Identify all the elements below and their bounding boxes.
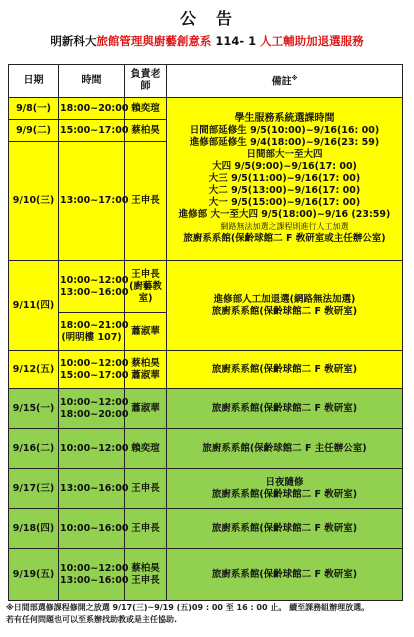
table-row (9, 351, 403, 389)
remark-block-2: 進修部人工加退選(網路無法加選) 旅廚系系館(保齡球館二 F 敎研室) (167, 261, 403, 351)
date-cell: 9/11(四) (9, 261, 59, 351)
time-cell: 18:00~21:00 (明明樓 107) (59, 313, 125, 351)
schedule-table (8, 64, 403, 601)
time-cell: 13:00~16:00 (59, 469, 125, 509)
date-cell: 9/12(五) (9, 351, 59, 389)
subtitle-service: 人工輔助加退選服務 (260, 34, 364, 48)
subtitle-dept: 旅館管理與廚藝創意系 (96, 34, 212, 48)
teacher-cell: 賴奕瑄 (125, 429, 167, 469)
teacher-cell: 王申長 (125, 509, 167, 549)
date-cell: 9/10(三) (9, 142, 59, 261)
footnote-line: 若有任何問題也可以至系辦找助教或是主任協助. (6, 615, 178, 624)
table-row (9, 469, 403, 509)
time-cell: 18:00~20:00 (59, 98, 125, 120)
date-cell: 9/15(一) (9, 389, 59, 429)
teacher-cell: 蔡柏昊 蕭淑華 (125, 351, 167, 389)
table-row (9, 98, 403, 120)
header-row (9, 65, 403, 98)
teacher-cell: 蕭淑華 (125, 313, 167, 351)
table-row (9, 509, 403, 549)
time-cell: 15:00~17:00 (59, 120, 125, 142)
teacher-cell: 王申長 (廚藝教室) (125, 261, 167, 313)
header-teacher: 負責老師 (125, 65, 167, 98)
header-remark: 備註※ (167, 65, 403, 98)
time-cell: 10:00~12:00 13:00~16:00 (59, 261, 125, 313)
table-row (9, 429, 403, 469)
header-time: 時間 (59, 65, 125, 98)
time-cell: 13:00~17:00 (59, 142, 125, 261)
date-cell: 9/17(三) (9, 469, 59, 509)
footnote-line: ※日間部選修課程修開之放選 9/17(三)~9/19 (五)09 : 00 至 16 : 00 止。 續至課務組辦理放選。 (6, 603, 370, 612)
remark-block-3: 旅廚系系館(保齡球館二 F 敎研室) (167, 351, 403, 389)
table-row (9, 549, 403, 601)
remark-block-4: 旅廚系系館(保齡球館二 F 敎研室) (167, 389, 403, 429)
remark-block-8: 旅廚系系館(保齡球館二 F 敎研室) (167, 549, 403, 601)
time-cell: 10:00~12:00 (59, 429, 125, 469)
footnote (6, 602, 411, 626)
page-subtitle (0, 33, 414, 49)
teacher-cell: 蔡柏昊 王申長 (125, 549, 167, 601)
remark-block-7: 旅廚系系館(保齡球館二 F 敎研室) (167, 509, 403, 549)
teacher-cell: 賴奕瑄 (125, 98, 167, 120)
date-cell: 9/9(二) (9, 120, 59, 142)
time-cell: 10:00~16:00 (59, 509, 125, 549)
time-cell: 10:00~12:00 15:00~17:00 (59, 351, 125, 389)
page-title: 公 告 (179, 9, 234, 28)
subtitle-term: 114- 1 (211, 34, 261, 48)
teacher-cell: 蔡柏昊 (125, 120, 167, 142)
table-row (9, 261, 403, 313)
remark-block-5: 旅廚系系館(保齡球館二 F 主任辦公室) (167, 429, 403, 469)
time-cell: 10:00~12:00 18:00~20:00 (59, 389, 125, 429)
teacher-cell: 蕭淑華 (125, 389, 167, 429)
remark-block-6: 日夜隨修 旅廚系系館(保齡球館二 F 敎研室) (167, 469, 403, 509)
teacher-cell: 王申長 (125, 469, 167, 509)
date-cell: 9/8(一) (9, 98, 59, 120)
teacher-cell: 王申長 (125, 142, 167, 261)
table-row (9, 389, 403, 429)
date-cell: 9/19(五) (9, 549, 59, 601)
date-cell: 9/16(二) (9, 429, 59, 469)
date-cell: 9/18(四) (9, 509, 59, 549)
header-date: 日期 (9, 65, 59, 98)
subtitle-school: 明新科大 (50, 34, 97, 48)
time-cell: 10:00~12:00 13:00~16:00 (59, 549, 125, 601)
remark-block-1: 學生服務系統選課時間 日間部延修生 9/5(10:00)~9/16(16: 00) 進修部延修生 9/4(18:00)~9/16(23: 59) 日間部大一至大四 大四 9/5(9:00)~9/16(17: 00) 大三 9/5(11:00)~9/16(17: 00) 大二 9/5(13:00)~9/16(17: 00) 大一 9/5(15:00)~9/16(17: 00) 進修部 大一至大四 9/5(18:00)~9/16 (23:59) 網路無法加選之課程則進行人工加選 旅廚系系館(保齡球館二 F 敎研室或主任辦公室) (167, 98, 403, 261)
